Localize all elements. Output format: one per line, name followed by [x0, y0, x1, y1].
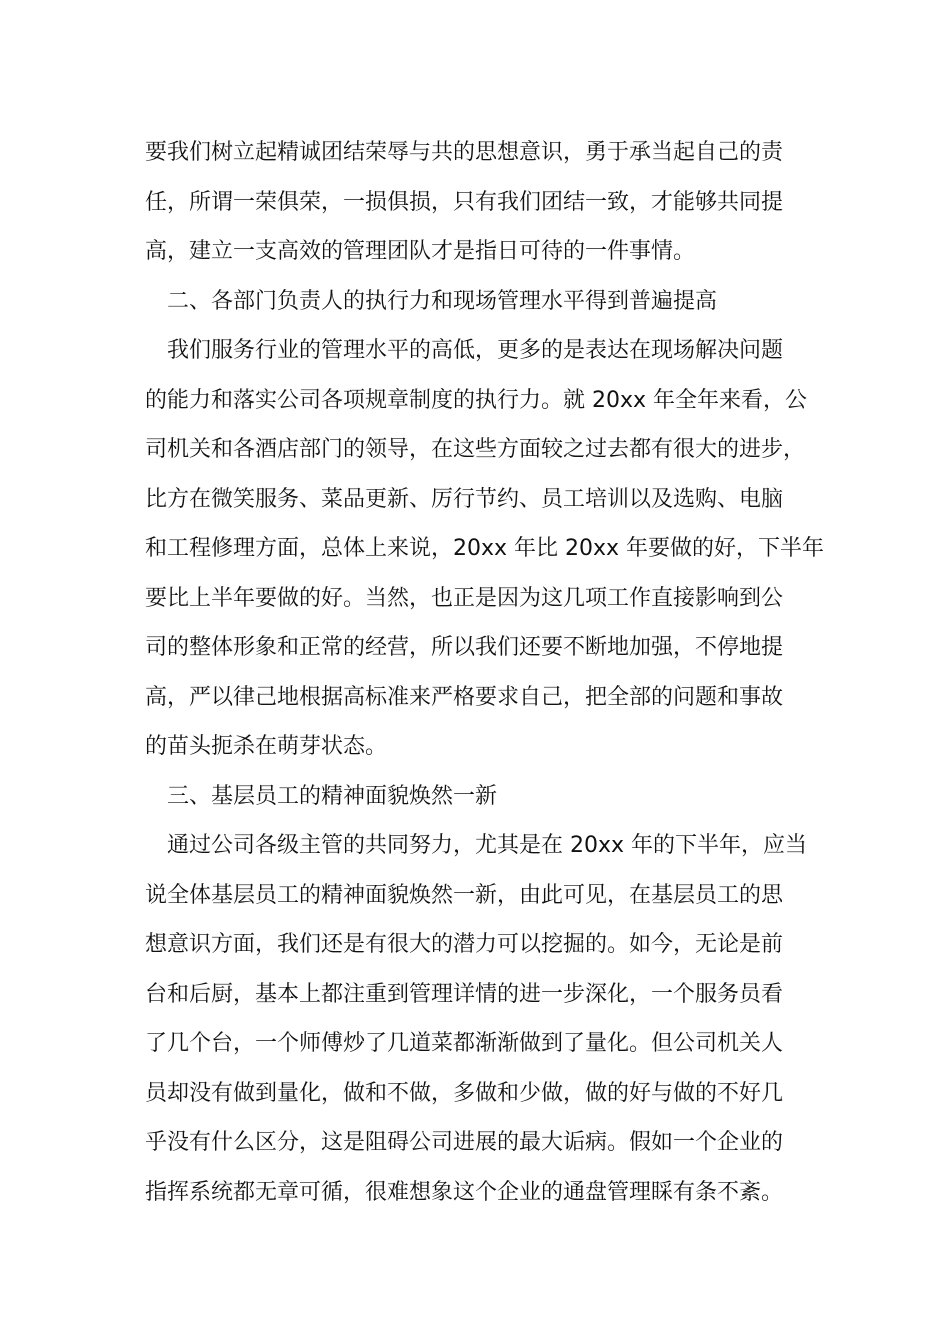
paragraph-line: 通过公司各级主管的共同努力，尤其是在 20xx 年的下半年，应当 [167, 833, 808, 858]
paragraph-line: 员却没有做到量化，做和不做，多做和少做，做的好与做的不好几 [145, 1080, 784, 1106]
paragraph-line: 任，所谓一荣俱荣，一损俱损，只有我们团结一致，才能够共同提 [145, 189, 784, 215]
paragraph-line: 要我们树立起精诚团结荣辱与共的思想意识，勇于承当起自己的责 [145, 140, 784, 165]
paragraph-line: 要比上半年要做的好。当然，也正是因为这几项工作直接影响到公 [145, 585, 784, 611]
paragraph-line: 高，严以律己地根据高标准来严格要求自己，把全部的问题和事故 [145, 684, 784, 710]
paragraph-line: 和工程修理方面，总体上来说，20xx 年比 20xx 年要做的好，下半年 [145, 536, 825, 561]
body-text [145, 128, 825, 1217]
paragraph-line: 指挥系统都无章可循，很难想象这个企业的通盘管理睬有条不紊。 [145, 1179, 784, 1205]
paragraph-line: 台和后厨，基本上都注重到管理详情的进一步深化，一个服务员看 [145, 981, 784, 1007]
paragraph-line: 乎没有什么区分，这是阻碍公司进展的最大诟病。假如一个企业的 [145, 1130, 784, 1155]
paragraph-line: 的能力和落实公司各项规章制度的执行力。就 20xx 年全年来看，公 [145, 387, 808, 413]
paragraph-line: 我们服务行业的管理水平的高低，更多的是表达在现场解决问题 [167, 338, 784, 363]
paragraph-line: 司的整体形象和正常的经营，所以我们还要不断地加强，不停地提 [145, 635, 784, 660]
section-heading: 二、各部门负责人的执行力和现场管理水平得到普遍提高 [167, 288, 718, 314]
paragraph-line: 说全体基层员工的精神面貌焕然一新，由此可见，在基层员工的思 [145, 882, 784, 908]
paragraph-line: 高，建立一支高效的管理团队才是指日可待的一件事情。 [145, 239, 696, 264]
paragraph-line: 的苗头扼杀在萌芽状态。 [145, 734, 388, 759]
section-heading: 三、基层员工的精神面貌焕然一新 [167, 783, 498, 809]
paragraph-line: 比方在微笑服务、菜品更新、厉行节约、员工培训以及选购、电脑 [145, 486, 784, 512]
paragraph-line: 司机关和各酒店部门的领导，在这些方面较之过去都有很大的进步， [145, 437, 806, 462]
paragraph-line: 了几个台，一个师傅炒了几道菜都渐渐做到了量化。但公司机关人 [145, 1031, 784, 1056]
paragraph-line: 想意识方面，我们还是有很大的潜力可以挖掘的。如今，无论是前 [145, 932, 784, 957]
